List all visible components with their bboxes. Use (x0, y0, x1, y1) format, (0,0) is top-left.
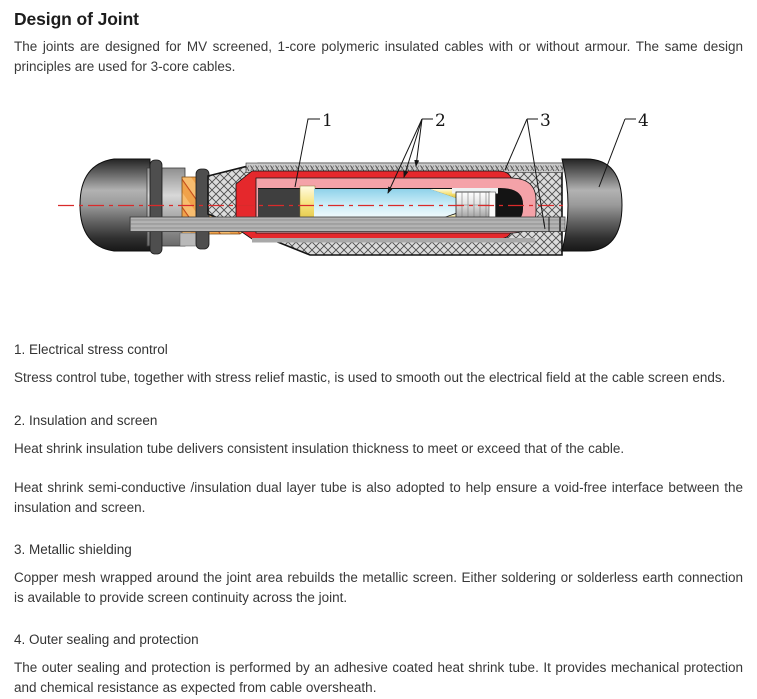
section-4-heading: 4. Outer sealing and protection (14, 632, 199, 647)
section-2-paragraph-1: Heat shrink insulation tube delivers consistent insulation thickness to meet or exceed that of the cable. (14, 440, 625, 456)
section-3-paragraph: Copper mesh wrapped around the joint area rebuilds the metallic screen. Either soldering or solderless earth connection is available to provide screen continuity across the joint. (14, 570, 743, 605)
section-1-paragraph: Stress control tube, together with stress relief mastic, is used to smooth out the electrical field at the cable screen ends. (14, 370, 726, 385)
page-title: Design of Joint (14, 9, 139, 29)
callout-3-label: 3 (540, 111, 551, 131)
intro-paragraph: The joints are designed for MV screened, 1-core polymeric insulated cables with or without armour. The same design principles are used for 3-core cables. (14, 39, 743, 74)
earth-braid (130, 217, 565, 232)
gland-washer (150, 160, 162, 254)
right-cable-oversheath (562, 159, 622, 251)
joint-diagram (14, 100, 743, 272)
callout-4-label: 4 (638, 111, 649, 131)
core-washer (196, 169, 209, 249)
callout-1-label: 1 (322, 111, 333, 131)
section-2-heading: 2. Insulation and screen (14, 412, 158, 428)
section-4-paragraph: The outer sealing and protection is performed by an adhesive coated heat shrink tube. It provides mechanical protection and chemical resistance as expected from cable oversheath. (14, 660, 743, 695)
callout-2-label: 2 (435, 111, 446, 131)
section-3-heading: 3. Metallic shielding (14, 542, 132, 557)
section-1-heading: 1. Electrical stress control (14, 342, 168, 357)
inner-liner (252, 238, 535, 243)
section-2-paragraph-2: Heat shrink semi-conductive /insulation dual layer tube is also adopted to help ensure a void-free interface between the insulation and screen. (14, 480, 743, 515)
